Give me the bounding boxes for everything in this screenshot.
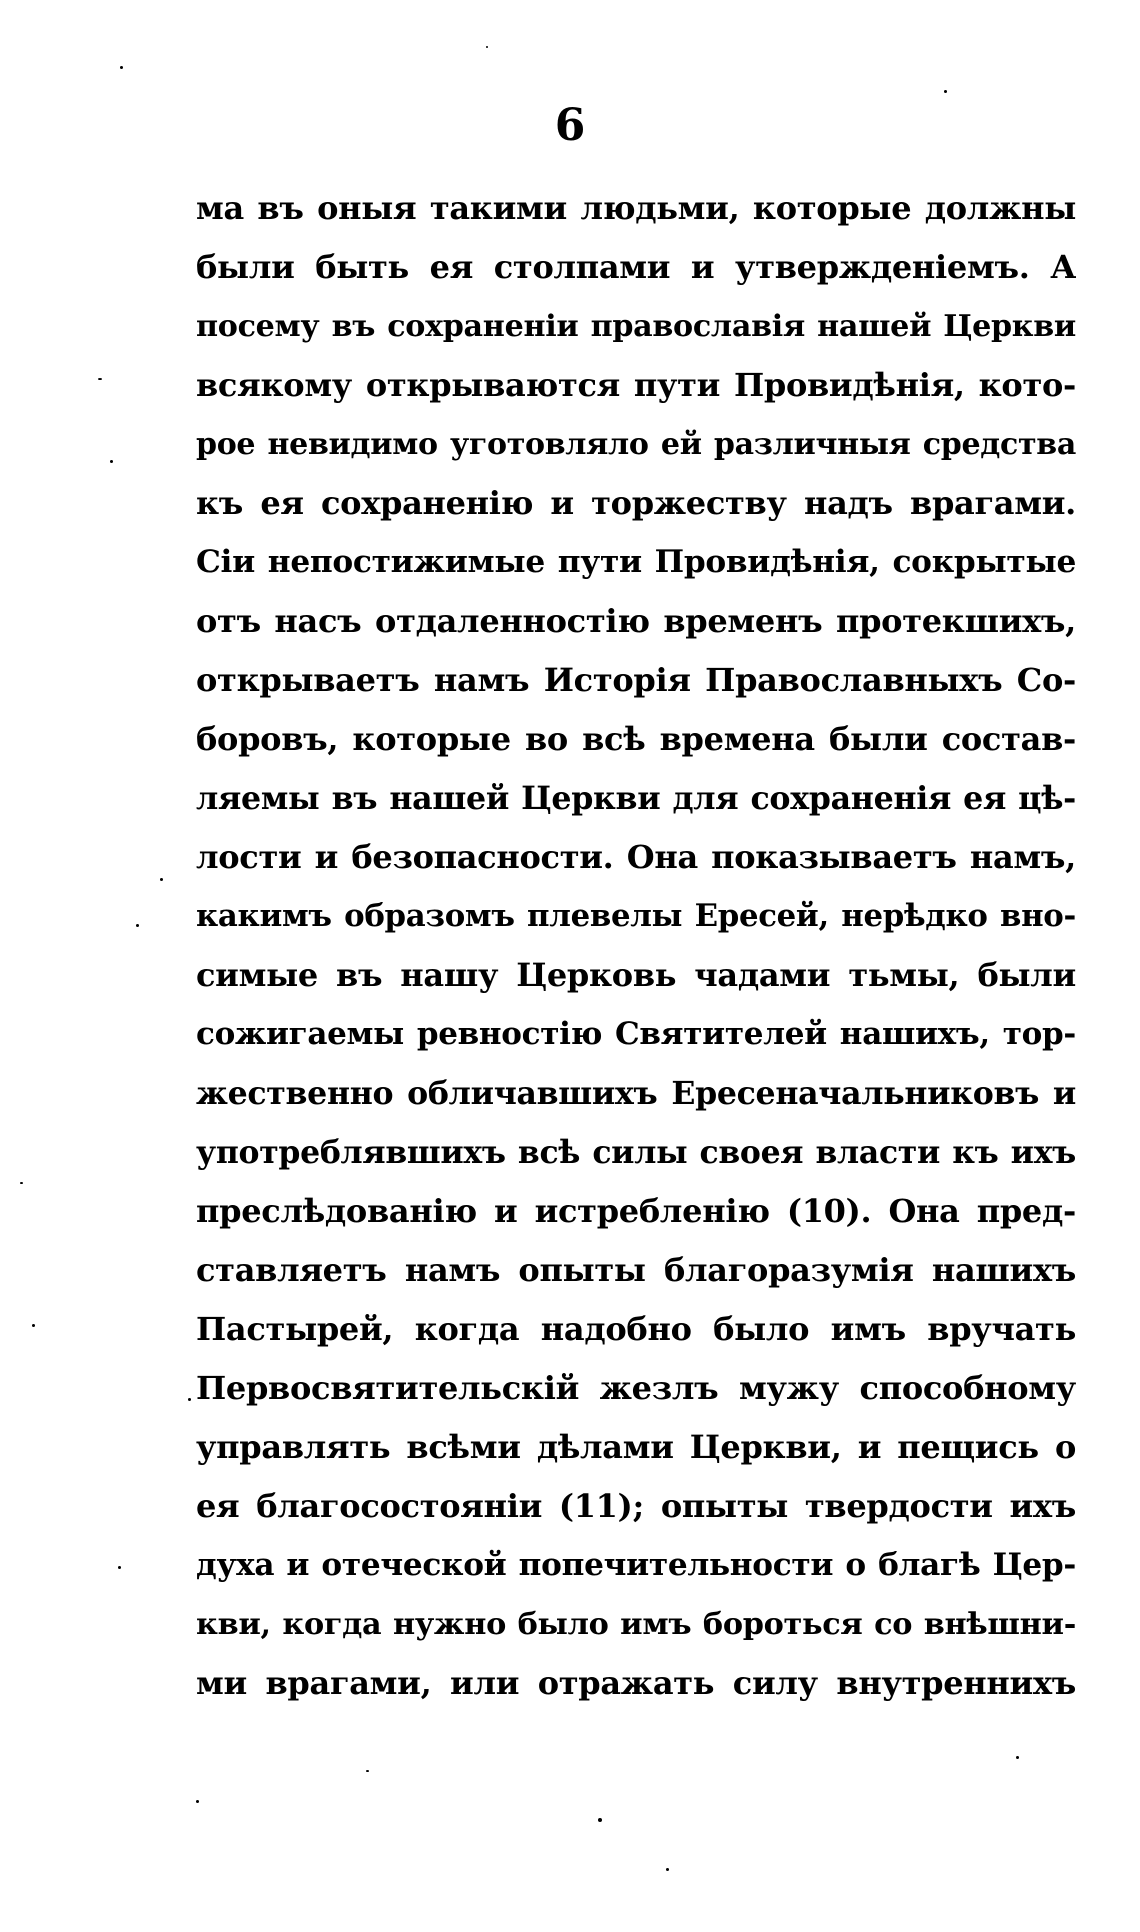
text-line: жественно обличавшихъ Ересеначальниковъ и <box>196 1075 1076 1112</box>
text-line: рое невидимо уготовляло ей различныя средства <box>196 427 1076 462</box>
scan-speck <box>118 1566 121 1569</box>
text-line: ляемы въ нашей Церкви для сохраненія ея цѣ- <box>196 780 1076 817</box>
text-line: употреблявшихъ всѣ силы своея власти къ ихъ <box>196 1134 1076 1171</box>
scan-speck <box>20 1182 23 1184</box>
text-line: Первосвятительскій жезлъ мужу способному <box>196 1369 1076 1407</box>
scan-speck <box>110 460 113 463</box>
scan-speck <box>1016 1756 1019 1759</box>
text-line: лости и безопасности. Она показываетъ намъ, <box>196 838 1076 876</box>
scan-speck <box>136 924 139 927</box>
text-line: управлять всѣми дѣлами Церкви, и пещись о <box>196 1428 1076 1466</box>
scan-speck <box>160 878 163 881</box>
text-line: ма въ оныя такими людьми, которые должны <box>196 189 1076 227</box>
text-line: были быть ея столпами и утвержденіемъ. А <box>196 248 1076 286</box>
text-line: къ ея сохраненію и торжеству надъ врагами. <box>196 484 1076 522</box>
text-line: ея благосостояніи (11); опыты твердости ихъ <box>196 1487 1076 1525</box>
text-line: симые въ нашу Церковь чадами тьмы, были <box>196 956 1076 994</box>
body-text <box>196 179 1076 1713</box>
scan-speck <box>666 1868 669 1871</box>
text-line: Сіи непостижимые пути Провидѣнія, сокрытые <box>196 544 1076 580</box>
text-line: кви, когда нужно было имъ бороться со внѣшни- <box>196 1607 1076 1642</box>
text-line: всякому открываются пути Провидѣнія, кото- <box>196 366 1076 404</box>
scan-speck <box>188 1398 191 1401</box>
text-line: преслѣдованію и истребленію (10). Она пред- <box>196 1192 1076 1230</box>
text-line: боровъ, которые во всѣ времена были состав- <box>196 720 1076 758</box>
text-line: духа и отеческой попечительности о благѣ Цер- <box>196 1547 1076 1583</box>
page-number: 6 <box>554 100 586 151</box>
scan-speck <box>196 1800 199 1803</box>
text-line: посему въ сохраненіи православія нашей Церкви <box>196 309 1076 344</box>
text-line: ставляетъ намъ опыты благоразумія нашихъ <box>196 1251 1076 1289</box>
scan-speck <box>486 46 488 48</box>
text-line: какимъ образомъ плевелы Ересей, нерѣдко вно- <box>196 898 1076 934</box>
text-line: отъ насъ отдаленностію временъ протекшихъ, <box>196 602 1076 640</box>
text-line: ми врагами, или отражать силу внутреннихъ <box>196 1664 1076 1702</box>
scan-speck <box>98 378 102 380</box>
scan-speck <box>944 90 947 93</box>
text-line: Пастырей, когда надобно было имъ вручать <box>196 1310 1076 1348</box>
text-line: открываетъ намъ Исторія Православныхъ Со- <box>196 661 1076 699</box>
scan-speck <box>366 1770 369 1772</box>
scan-speck <box>120 66 123 69</box>
scan-speck <box>598 1818 602 1822</box>
text-line: сожигаемы ревностію Святителей нашихъ, тор- <box>196 1016 1076 1052</box>
scan-speck <box>32 1324 35 1327</box>
